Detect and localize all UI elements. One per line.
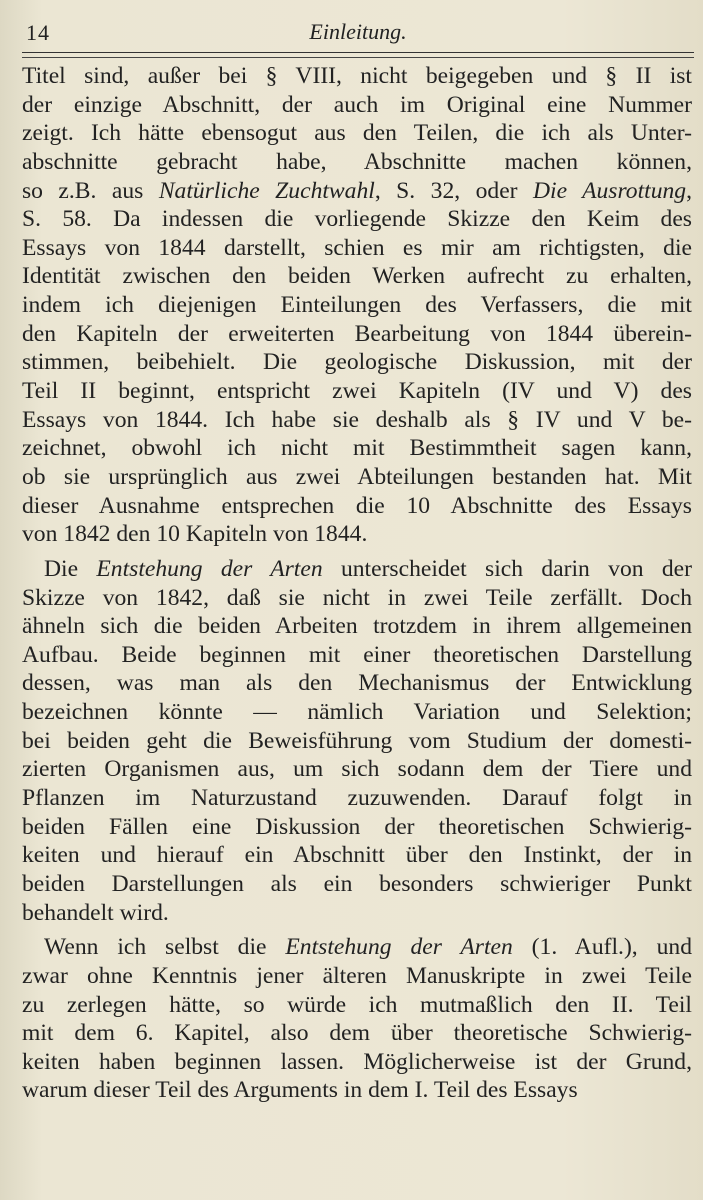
text-segment: Teil II beginnt, entspricht zwei Kapiteln (IV und V) des: [22, 378, 692, 405]
text-segment: beiden Darstellungen als ein besonders schwieriger Punkt: [22, 870, 692, 897]
text-segment: S. 58. Da indessen die vorliegende Skizze den Keim des: [22, 206, 692, 233]
text-line: [22, 406, 692, 435]
text-line: [22, 899, 692, 928]
text-line: [22, 91, 692, 120]
text-segment: abschnitte gebracht habe, Abschnitte machen können,: [22, 148, 692, 175]
text-line: [22, 320, 692, 349]
text-line: [22, 584, 692, 613]
text-line: [22, 813, 692, 842]
text-segment: Essays von 1844 darstellt, schien es mir am richtigsten, die: [22, 234, 692, 261]
text-segment: unterscheidet sich darin von der: [322, 555, 693, 582]
text-segment: (1. Aufl.), und: [512, 934, 692, 961]
text-line: [22, 1019, 692, 1048]
italic-title: Natürliche Zuchtwahl: [158, 177, 375, 204]
text-segment: mit dem 6. Kapitel, also dem über theoretische Schwierig-: [22, 1020, 692, 1047]
text-line: [22, 377, 692, 406]
text-line: [22, 1076, 692, 1105]
text-line: [22, 492, 692, 521]
text-line: [22, 148, 692, 177]
page-header: [22, 16, 694, 50]
text-segment: , S. 32, oder: [374, 177, 533, 204]
header-rule: [22, 52, 694, 53]
text-segment: den Kapiteln der erweiterten Bearbeitung von 1844 überein-: [22, 320, 692, 347]
header-rule-thin: [22, 57, 694, 58]
text-segment: der einzige Abschnitt, der auch im Original eine Nummer: [22, 91, 692, 118]
paragraph: [22, 62, 692, 549]
text-line: [22, 669, 692, 698]
text-line: [22, 262, 692, 291]
text-line: [22, 933, 692, 962]
text-line: [22, 177, 692, 206]
text-line: [22, 520, 692, 549]
text-segment: zeigt. Ich hätte ebensogut aus den Teilen, die ich als Unter-: [22, 120, 692, 147]
text-line: [22, 641, 692, 670]
text-segment: Pflanzen im Naturzustand zuzuwenden. Darauf folgt in: [22, 785, 692, 812]
text-segment: von 1842 den 10 Kapiteln von 1844.: [22, 521, 368, 548]
text-segment: so z.B. aus: [22, 177, 159, 204]
text-segment: Aufbau. Beide beginnen mit einer theoretischen Darstellung: [22, 641, 692, 668]
italic-title: Die Ausrottung: [533, 177, 687, 204]
running-head: Einleitung.: [309, 19, 407, 44]
text-line: [22, 1048, 692, 1077]
page-number: 14: [26, 20, 50, 45]
paragraph: [22, 933, 692, 1105]
text-line: [22, 555, 692, 584]
text-line: [22, 698, 692, 727]
text-segment: bei beiden geht die Beweisführung vom Studium der domesti-: [22, 727, 692, 754]
text-segment: beiden Fällen eine Diskussion der theoretischen Schwierig-: [22, 813, 692, 840]
text-segment: zeichnet, obwohl ich nicht mit Bestimmtheit sagen kann,: [22, 435, 692, 462]
text-segment: Titel sind, außer bei § VIII, nicht beigegeben und § II ist: [22, 63, 692, 89]
text-segment: bezeichnen könnte — nämlich Variation und Selektion;: [22, 699, 692, 726]
text-line: [22, 234, 692, 263]
text-segment: behandelt wird.: [22, 899, 169, 926]
text-line: [22, 870, 692, 899]
text-segment: stimmen, beibehielt. Die geologische Diskussion, mit der: [22, 349, 692, 376]
text-line: [22, 291, 692, 320]
text-segment: dieser Ausnahme entsprechen die 10 Abschnitte des Essays: [22, 492, 692, 519]
paragraph: [22, 555, 692, 927]
text-segment: zwar ohne Kenntnis jener älteren Manuskripte in zwei Teile: [22, 962, 692, 989]
text-line: [22, 434, 692, 463]
text-line: [22, 727, 692, 756]
body-text: [22, 62, 692, 1105]
text-segment: Skizze von 1842, daß sie nicht in zwei Teile zerfällt. Doch: [22, 584, 692, 611]
text-line: [22, 205, 692, 234]
text-segment: Wenn ich selbst die: [44, 934, 286, 961]
text-segment: indem ich diejenigen Einteilungen des Verfassers, die mit: [22, 292, 692, 319]
text-line: [22, 755, 692, 784]
text-segment: zierten Organismen aus, um sich sodann dem der Tiere und: [22, 756, 692, 783]
text-line: [22, 348, 692, 377]
text-line: [22, 962, 692, 991]
text-segment: ,: [686, 177, 692, 204]
text-segment: warum dieser Teil des Arguments in dem I. Teil des Essays: [22, 1077, 578, 1104]
italic-title: Entstehung der Arten: [96, 555, 323, 582]
text-line: [22, 119, 692, 148]
text-line: [22, 612, 692, 641]
text-line: [22, 62, 692, 91]
text-line: [22, 463, 692, 492]
text-segment: Identität zwischen den beiden Werken aufrecht zu erhalten,: [22, 263, 692, 290]
text-segment: keiten und hierauf ein Abschnitt über den Instinkt, der in: [22, 842, 692, 869]
text-segment: keiten haben beginnen lassen. Möglicherweise ist der Grund,: [22, 1048, 692, 1075]
text-segment: dessen, was man als den Mechanismus der Entwicklung: [22, 670, 692, 697]
text-line: [22, 784, 692, 813]
text-line: [22, 991, 692, 1020]
text-segment: Essays von 1844. Ich habe sie deshalb als § IV und V be-: [22, 406, 692, 433]
italic-title: Entstehung der Arten: [285, 934, 513, 961]
text-segment: Die: [44, 555, 97, 582]
text-segment: ob sie ursprünglich aus zwei Abteilungen bestanden hat. Mit: [22, 463, 692, 490]
text-segment: ähneln sich die beiden Arbeiten trotzdem in ihrem allgemeinen: [22, 613, 692, 640]
text-line: [22, 841, 692, 870]
text-segment: zu zerlegen hätte, so würde ich mutmaßlich den II. Teil: [22, 991, 692, 1018]
